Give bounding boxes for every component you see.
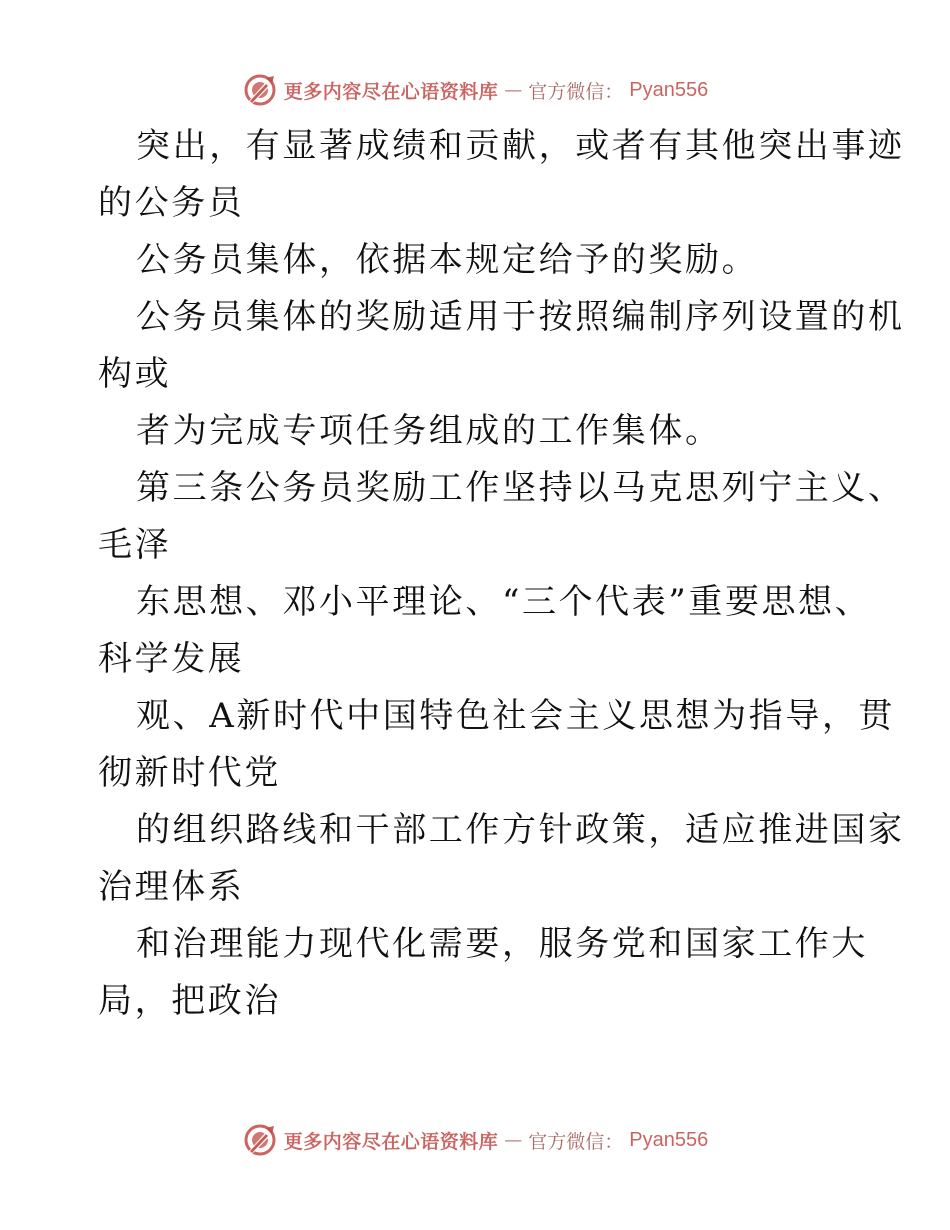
banner-promo-text: 更多内容尽在心语资料库 xyxy=(283,80,499,103)
text-line: 第三条公务员奖励工作坚持以马克思列宁主义、 xyxy=(136,468,905,508)
text-line: 科学发展 xyxy=(98,639,245,679)
text-line: 治理体系 xyxy=(98,867,245,907)
text-line: 观、A新时代中国特色社会主义思想为指导，贯 xyxy=(136,696,896,736)
text-line: 公务员集体，依据本规定给予的奖励。 xyxy=(136,240,759,280)
text-line: 局，把政治 xyxy=(98,981,281,1021)
text-line: 和治理能力现代化需要，服务党和国家工作大 xyxy=(136,924,868,964)
text-line: 彻新时代党 xyxy=(98,753,281,793)
text-line: 构或 xyxy=(98,354,172,394)
banner-wechat-label: 官方微信： xyxy=(528,80,624,103)
banner-wechat-id: Pyan556 xyxy=(629,1128,709,1151)
text-line: 东思想、邓小平理论、“三个代表”重要思想、 xyxy=(136,582,872,622)
banner-dash: — xyxy=(504,79,523,101)
text-line: 者为完成专项任务组成的工作集体。 xyxy=(136,411,722,451)
text-line: 毛泽 xyxy=(98,525,172,565)
banner-wechat-id: Pyan556 xyxy=(629,78,709,101)
header-banner xyxy=(0,70,950,110)
pen-logo-icon xyxy=(242,72,278,108)
footer-banner xyxy=(0,1120,950,1160)
text-line: 突出，有显著成绩和贡献，或者有其他突出事迹 xyxy=(136,126,905,166)
pen-logo-icon xyxy=(242,1122,278,1158)
banner-wechat-label: 官方微信： xyxy=(528,1130,624,1153)
text-line: 的组织路线和干部工作方针政策，适应推进国家 xyxy=(136,810,905,850)
text-line: 的公务员 xyxy=(98,183,245,223)
text-line: 公务员集体的奖励适用于按照编制序列设置的机 xyxy=(136,297,905,337)
banner-promo-text: 更多内容尽在心语资料库 xyxy=(283,1130,499,1153)
banner-dash: — xyxy=(504,1129,523,1151)
document-body xyxy=(98,118,905,1030)
